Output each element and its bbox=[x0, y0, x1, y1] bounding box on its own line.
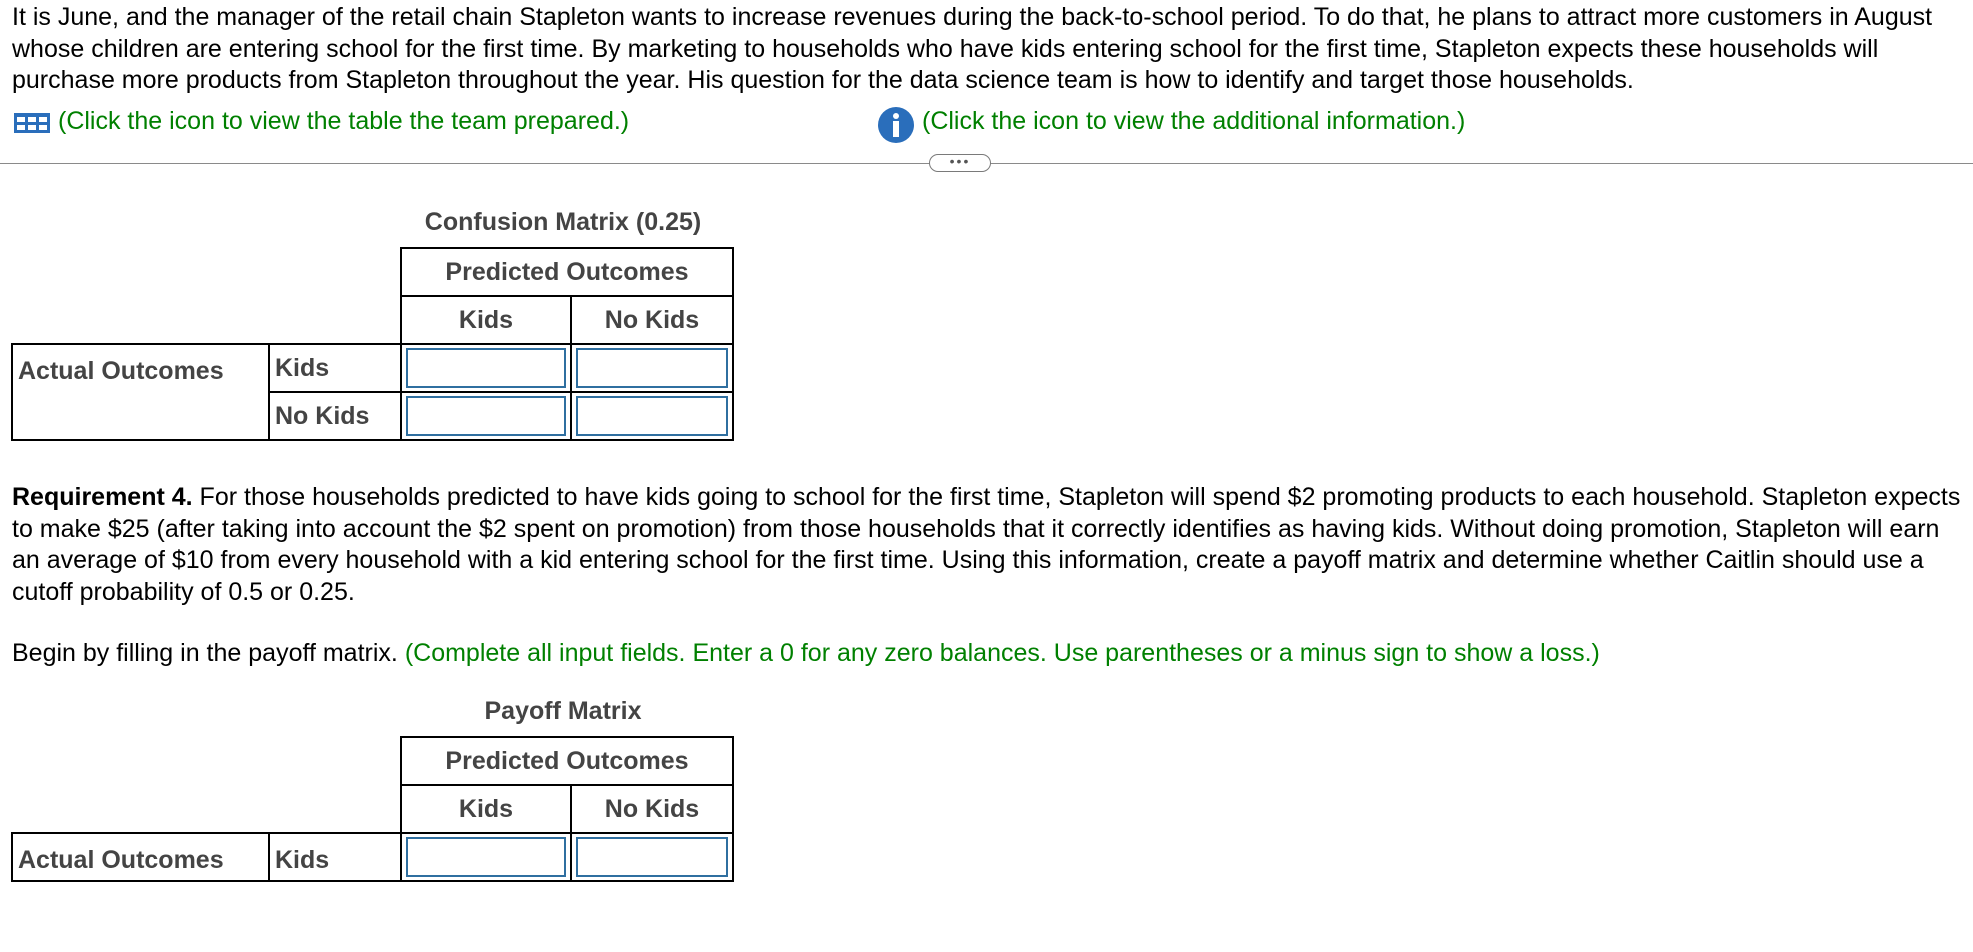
payoff-cell-kids-nokids bbox=[571, 833, 733, 881]
cell-kids-kids bbox=[401, 344, 571, 392]
requirement-text bbox=[12, 482, 1962, 608]
payoff-predicted-outcomes-header: Predicted Outcomes bbox=[401, 737, 733, 785]
col-header-kids: Kids bbox=[401, 296, 571, 344]
splitter-handle[interactable]: ••• bbox=[929, 154, 991, 172]
payoff-actual-outcomes-header: Actual Outcomes bbox=[12, 833, 269, 881]
info-link-text[interactable]: (Click the icon to view the additional information.) bbox=[922, 107, 1466, 135]
payoff-col-header-kids: Kids bbox=[401, 785, 571, 833]
confusion-matrix-table bbox=[11, 247, 734, 441]
instruction-note: (Complete all input fields. Enter a 0 for any zero balances. Use parentheses or a minus sign to show a loss.) bbox=[404, 639, 1600, 667]
actual-outcomes-header: Actual Outcomes bbox=[12, 344, 269, 440]
predicted-outcomes-header: Predicted Outcomes bbox=[401, 248, 733, 296]
payoff-matrix-table bbox=[11, 736, 734, 882]
row-header-kids: Kids bbox=[269, 344, 401, 392]
requirement-body: For those households predicted to have kids going to school for the first time, Stapleton will spend $2 promoting products to each household. Stapleton expects to make $25 (after taking into account the $2 spent on promotion) from those households that it correctly identifies as having kids. Without doing promotion, Stapleton will earn an average of $10 from every household with a kid entering school for the first time. Using this information, create a payoff matrix and determine whether Caitlin should use a cutoff probability of 0.5 or 0.25. bbox=[12, 483, 1961, 606]
payoff-row-header-kids: Kids bbox=[269, 833, 401, 881]
table-icon[interactable] bbox=[14, 113, 50, 133]
table-link-text[interactable]: (Click the icon to view the table the team prepared.) bbox=[58, 107, 630, 135]
begin-text: Begin by filling in the payoff matrix. bbox=[12, 639, 405, 667]
info-icon[interactable] bbox=[878, 107, 914, 143]
begin-instruction bbox=[12, 638, 1962, 670]
payoff-input-kids-nokids[interactable] bbox=[576, 837, 728, 877]
payoff-matrix-caption: Payoff Matrix bbox=[484, 697, 642, 725]
problem-statement-pane bbox=[0, 0, 1973, 135]
input-nokids-kids[interactable] bbox=[406, 396, 566, 436]
table-link[interactable] bbox=[14, 107, 629, 136]
confusion-matrix-caption: Confusion Matrix (0.25) bbox=[424, 208, 702, 236]
cell-nokids-nokids bbox=[571, 392, 733, 440]
input-kids-nokids[interactable] bbox=[576, 348, 728, 388]
input-kids-kids[interactable] bbox=[406, 348, 566, 388]
row-header-no-kids: No Kids bbox=[269, 392, 401, 440]
payoff-col-header-no-kids: No Kids bbox=[571, 785, 733, 833]
cell-nokids-kids bbox=[401, 392, 571, 440]
payoff-cell-kids-kids bbox=[401, 833, 571, 881]
requirement-label: Requirement 4. bbox=[12, 483, 193, 511]
answer-pane bbox=[0, 166, 1973, 874]
cell-kids-nokids bbox=[571, 344, 733, 392]
payoff-input-kids-kids[interactable] bbox=[406, 837, 566, 877]
input-nokids-nokids[interactable] bbox=[576, 396, 728, 436]
intro-text: It is June, and the manager of the retail chain Stapleton wants to increase revenues during the back-to-school period. To do that, he plans to attract more customers in August whose children are entering school for the first time. By marketing to households who have kids entering school for the first time, Stapleton expects these households will purchase more products from Stapleton throughout the year. His question for the data science team is how to identify and target those households. bbox=[12, 3, 1933, 94]
col-header-no-kids: No Kids bbox=[571, 296, 733, 344]
info-link[interactable] bbox=[878, 107, 1465, 143]
